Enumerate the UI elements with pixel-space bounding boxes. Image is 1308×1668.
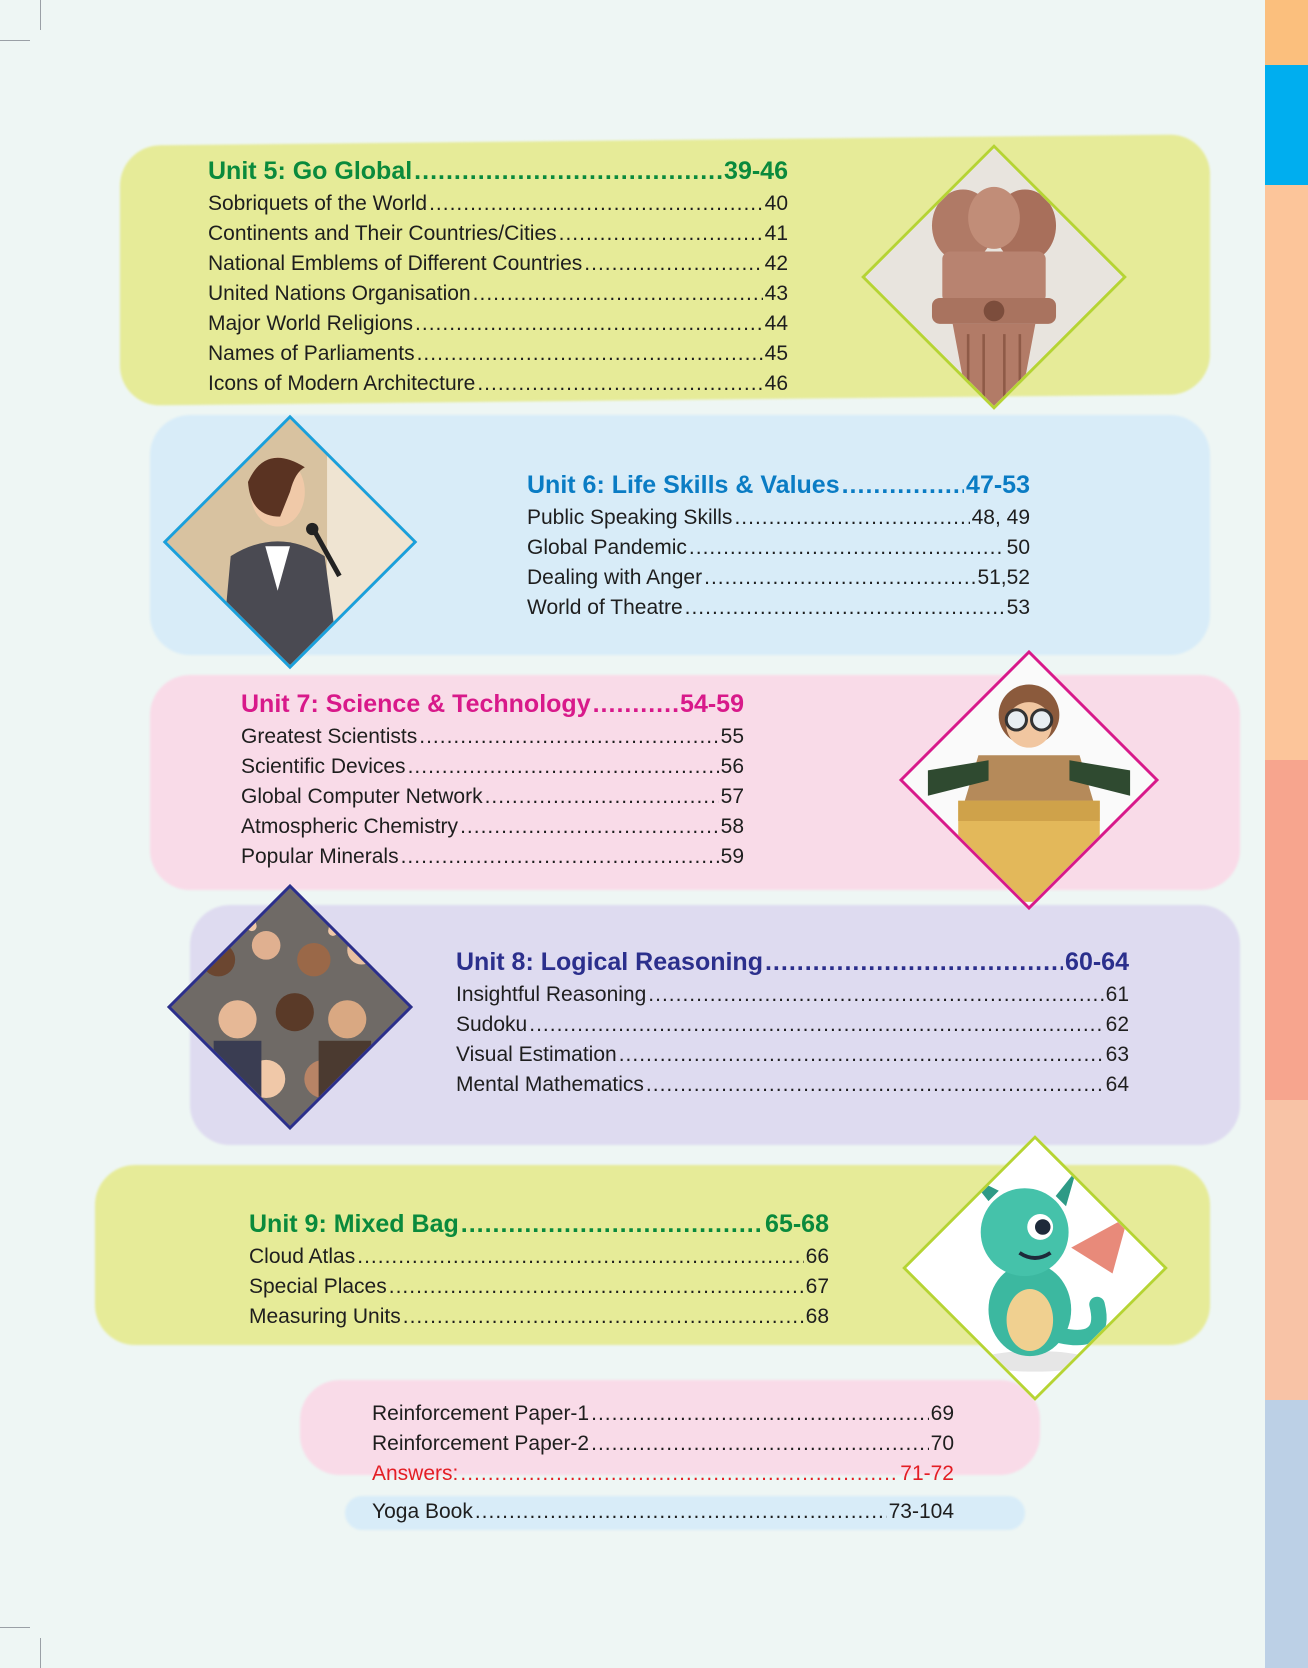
toc-entry[interactable] [241,752,744,782]
toc-entry[interactable] [241,812,744,842]
dot-leader [559,219,763,249]
dot-leader [765,945,1063,979]
crop-mark [40,1638,41,1668]
dot-leader [357,1242,803,1272]
dot-leader [408,752,719,782]
toc-entry[interactable] [241,842,744,872]
dot-leader [591,1429,929,1459]
toc-entry-label: Cloud Atlas [249,1245,356,1268]
dot-leader [619,1040,1104,1070]
unit-9-heading[interactable] [249,1207,829,1241]
toc-entry-page: 67 [805,1275,829,1298]
toc-entry[interactable] [527,593,1030,623]
toc-entry-page: 40 [764,192,788,215]
dot-leader [704,563,975,593]
toc-entry[interactable] [241,782,744,812]
toc-entry-label: Reinforcement Paper-2 [372,1432,590,1455]
unit-6-heading[interactable] [527,468,1030,502]
toc-entry-page: 62 [1105,1013,1129,1036]
dot-leader [460,1459,898,1489]
crop-mark [0,40,30,41]
dot-leader [529,1010,1103,1040]
toc-entry-label: Global Pandemic [527,536,687,559]
toc-entry-label: Continents and Their Countries/Cities [208,222,557,245]
unit-pages: 39-46 [724,157,788,185]
unit-title: Unit 5: Go Global [208,157,413,185]
toc-entry-label: Sobriquets of the World [208,192,428,215]
toc-entry-label: Scientific Devices [241,755,406,778]
toc-entry[interactable] [208,369,788,399]
toc-entry-label: Measuring Units [249,1305,401,1328]
toc-entry-answers[interactable] [372,1459,954,1489]
toc-entry-label: Major World Religions [208,312,414,335]
toc-entry[interactable] [456,1010,1129,1040]
toc-entry-page: 71-72 [900,1462,954,1485]
toc-entry-page: 50 [1006,536,1030,559]
toc-entry-page: 57 [720,785,744,808]
toc-entry-page: 55 [720,725,744,748]
dot-leader [419,722,718,752]
unit-title: Unit 7: Science & Technology [241,690,591,718]
toc-entry-page: 51,52 [977,566,1030,589]
dot-leader [415,309,763,339]
toc-entry-label: Mental Mathematics [456,1073,644,1096]
unit-title: Unit 9: Mixed Bag [249,1210,459,1238]
toc-entry-label: Names of Parliaments [208,342,415,365]
toc-entry[interactable] [527,503,1030,533]
dot-leader [401,842,719,872]
toc-entry-yoga-book[interactable] [372,1497,954,1527]
toc-entry[interactable] [527,563,1030,593]
toc-entry-label: Public Speaking Skills [527,506,733,529]
dot-leader [473,279,763,309]
toc-entry-page: 61 [1105,983,1129,1006]
toc-entry[interactable] [208,339,788,369]
toc-entry-label: Icons of Modern Architecture [208,372,476,395]
toc-entry-page: 43 [764,282,788,305]
unit-7-heading[interactable] [241,687,744,721]
toc-entry[interactable] [456,980,1129,1010]
toc-entry-page: 66 [805,1245,829,1268]
toc-entry-page: 48, 49 [971,506,1030,529]
toc-entry-page: 58 [720,815,744,838]
toc-entry[interactable] [241,722,744,752]
toc-entry-label: Popular Minerals [241,845,399,868]
toc-entry[interactable] [249,1242,829,1272]
crop-mark [40,0,41,30]
dot-leader [591,1399,929,1429]
dot-leader [461,1207,763,1241]
toc-entry-label: Insightful Reasoning [456,983,647,1006]
toc-entry-page: 69 [930,1402,954,1425]
toc-entry-label: Special Places [249,1275,387,1298]
unit-pages: 60-64 [1065,948,1129,976]
unit-8-heading[interactable] [456,945,1129,979]
dot-leader [648,980,1103,1010]
toc-entry-label: Yoga Book [372,1500,473,1523]
unit-5-heading[interactable] [208,154,788,188]
toc-entry[interactable] [249,1272,829,1302]
toc-entry-label: National Emblems of Different Countries [208,252,583,275]
dot-leader [475,1497,887,1527]
dot-leader [646,1070,1104,1100]
dot-leader [485,782,719,812]
unit-title: Unit 6: Life Skills & Values [527,471,840,499]
toc-entry-page: 42 [764,252,788,275]
toc-entry[interactable] [527,533,1030,563]
toc-entry-label: World of Theatre [527,596,683,619]
toc-entry-label: Global Computer Network [241,785,483,808]
toc-entry[interactable] [208,219,788,249]
toc-entry[interactable] [208,309,788,339]
dot-leader [842,468,964,502]
dot-leader [734,503,969,533]
unit-pages: 54-59 [680,690,744,718]
toc-entry[interactable] [208,279,788,309]
dot-leader [689,533,1005,563]
crop-mark [0,1627,30,1628]
toc-entry-page: 46 [764,372,788,395]
unit-title: Unit 8: Logical Reasoning [456,948,763,976]
toc-entry-reinforcement-2[interactable] [372,1429,954,1459]
dot-leader [417,339,763,369]
toc-entry[interactable] [208,189,788,219]
dot-leader [477,369,762,399]
toc-entry-page: 68 [805,1305,829,1328]
toc-entry-label: Atmospheric Chemistry [241,815,459,838]
toc-entry-label: Visual Estimation [456,1043,617,1066]
dot-leader [593,687,678,721]
dot-leader [429,189,763,219]
dot-leader [584,249,762,279]
toc-entry-page: 59 [720,845,744,868]
toc-entry-page: 63 [1105,1043,1129,1066]
toc-entry-page: 41 [764,222,788,245]
toc-entry[interactable] [249,1302,829,1332]
toc-entry-reinforcement-1[interactable] [372,1399,954,1429]
dot-leader [414,154,722,188]
toc-entry-label: United Nations Organisation [208,282,471,305]
toc-entry-label: Sudoku [456,1013,528,1036]
toc-entry-page: 45 [764,342,788,365]
dot-leader [460,812,719,842]
toc-entry-label: Reinforcement Paper-1 [372,1402,590,1425]
unit-pages: 65-68 [765,1210,829,1238]
unit-pages: 47-53 [966,471,1030,499]
toc-entry-label: Greatest Scientists [241,725,418,748]
toc-entry[interactable] [208,249,788,279]
toc-entry-page: 73-104 [888,1500,954,1523]
side-color-strip [1265,0,1308,1668]
toc-entry[interactable] [456,1040,1129,1070]
toc-entry-page: 56 [720,755,744,778]
dot-leader [389,1272,804,1302]
toc-entry-page: 44 [764,312,788,335]
toc-entry-label: Answers: [372,1462,459,1485]
toc-entry-page: 64 [1105,1073,1129,1096]
toc-entry-page: 53 [1006,596,1030,619]
dot-leader [403,1302,804,1332]
dot-leader [685,593,1005,623]
toc-entry-page: 70 [930,1432,954,1455]
toc-entry-label: Dealing with Anger [527,566,703,589]
toc-entry[interactable] [456,1070,1129,1100]
